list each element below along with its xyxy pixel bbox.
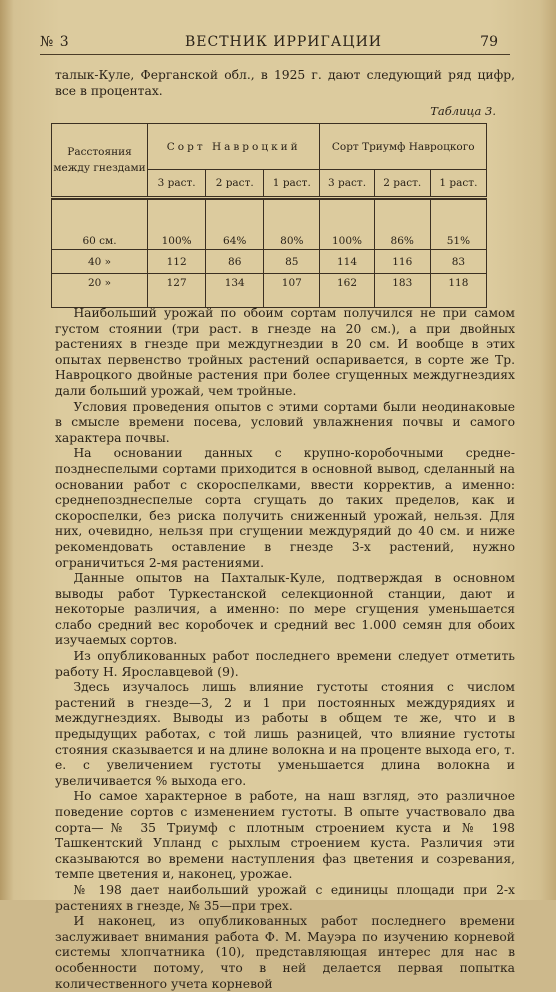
table-cell: 100% — [148, 200, 206, 250]
subheader: 3 раст. — [320, 170, 374, 198]
paragraph: Данные опытов на Пахталык-Куле, подтверждая в основном выводы работ Туркестанской селекционной станции, дают и некоторые различия, а именно: по мере сгущения уменьшается слабо средний вес коробочек и средний вес 1.000 семян для обоих изучаемых сортов. — [55, 571, 515, 648]
table-cell: 183 — [374, 274, 430, 308]
paragraph: Здесь изучалось лишь влияние густоты стояния с числом растений в гнезде—3, 2 и 1 при постоянных междурядиях и междугнездиях. Выводы из работы в общем те же, что и в предыдущих работах, с той лишь разницей, что влияние густоты стояния сказывается и на длине волокна и на проценте выхода его, т. е. с увеличением густоты уменьшается длина волокна и увеличивается % выхода его. — [55, 680, 515, 788]
subheader: 2 раст. — [206, 170, 264, 198]
subheader: 2 раст. — [374, 170, 430, 198]
paragraph: Из опубликованных работ последнего времени следует отметить работу Н. Ярославцевой (9). — [55, 649, 515, 679]
table-cell: 86% — [374, 200, 430, 250]
table-cell: 162 — [320, 274, 374, 308]
table-row — [52, 274, 487, 308]
table-caption: Таблица 3. — [430, 104, 496, 118]
table-cell: 127 — [148, 274, 206, 308]
paragraph: Наибольший урожай по обоим сортам получился не при самом густом стоянии (три раст. в гнезде на 20 см.), а при двойных растениях в гнезде при междугнездии в 20 см. И вообще в этих опытах первенство тройных растений оспаривается, в сорте же Тр. Навроцкого двойные растения при более сгущенных междугнездиях дали больший урожай, чем тройные. — [55, 306, 515, 398]
table-cell: 100% — [320, 200, 374, 250]
row-label: 20 » — [52, 274, 148, 308]
paragraph: Условия проведения опытов с этими сортами были неодинаковые в смысле времени посева, условий увлажнения почвы и самого характера почвы. — [55, 399, 515, 445]
table-cell: 80% — [264, 200, 320, 250]
subheader: 1 раст. — [430, 170, 486, 198]
data-table — [51, 123, 487, 308]
table-cell: 51% — [430, 200, 486, 250]
row-header-text: Расстояния между гнездами — [53, 146, 146, 174]
subheader: 3 раст. — [148, 170, 206, 198]
table-cell: 86 — [206, 250, 264, 274]
body-text — [55, 306, 515, 992]
intro-text: талык-Куле, Ферганской обл., в 1925 г. дают следующий ряд цифр, все в процентах. — [55, 68, 515, 98]
table-cell: 118 — [430, 274, 486, 308]
running-header — [40, 34, 510, 55]
table-cell: 64% — [206, 200, 264, 250]
group-header-2: Сорт Триумф Навроцкого — [320, 124, 487, 170]
issue-number: № 3 — [40, 34, 70, 50]
paragraph: № 198 дает наибольший урожай с единицы площади при 2-х растениях в гнезде, № 35—при трех. — [55, 882, 515, 913]
paragraph: На основании данных с крупно-коробочными средне-позднеспелыми сортами приходится в основной вывод, сделанный на основании работ с скороспелками, ввести корректив, а именно: среднепозднеспелые сорта сгущать до таких пределов, как и скороспелки, без риска получить сниженный урожай, нельзя. Для них, очевидно, нельзя при сгущении междурядий до 40 см. и ниже рекомендовать оставление в гнезде 3-х растений, нужно ограничиться 2-мя растениями. — [55, 446, 515, 570]
row-label: 60 см. — [52, 200, 148, 250]
page-number: 79 — [480, 34, 498, 50]
table-cell: 114 — [320, 250, 374, 274]
row-header-cell — [52, 124, 148, 198]
table-cell: 85 — [264, 250, 320, 274]
journal-title: ВЕСТНИК ИРРИГАЦИИ — [185, 34, 383, 50]
subheader: 1 раст. — [264, 170, 320, 198]
row-label: 40 » — [52, 250, 148, 274]
table-cell: 107 — [264, 274, 320, 308]
table-cell: 83 — [430, 250, 486, 274]
group-header-1: Сорт Навроцкий — [148, 124, 320, 170]
table-row — [52, 250, 487, 274]
intro-paragraph — [55, 68, 515, 99]
table-cell: 112 — [148, 250, 206, 274]
paragraph: И наконец, из опубликованных работ последнего времени заслуживает внимания работа Ф. М. Мауэра по изучению корневой системы хлопчатника (10), представляющая интерес для нас в особенности потому, что в ней делается первая попытка количественного учета корневой — [55, 914, 515, 991]
paragraph: Но самое характерное в работе, на наш взгляд, это различное поведение сортов с изменением густоты. В опыте участвовало два сорта—№ 35 Триумф с плотным строением куста и № 198 Ташкентский Упланд с рыхлым строением куста. Различия эти сказываются во времени наступления фаз цветения и созревания, темпе цветения и, наконец, урожае. — [55, 789, 515, 882]
table-row — [52, 200, 487, 250]
table-cell: 116 — [374, 250, 430, 274]
table-cell: 134 — [206, 274, 264, 308]
